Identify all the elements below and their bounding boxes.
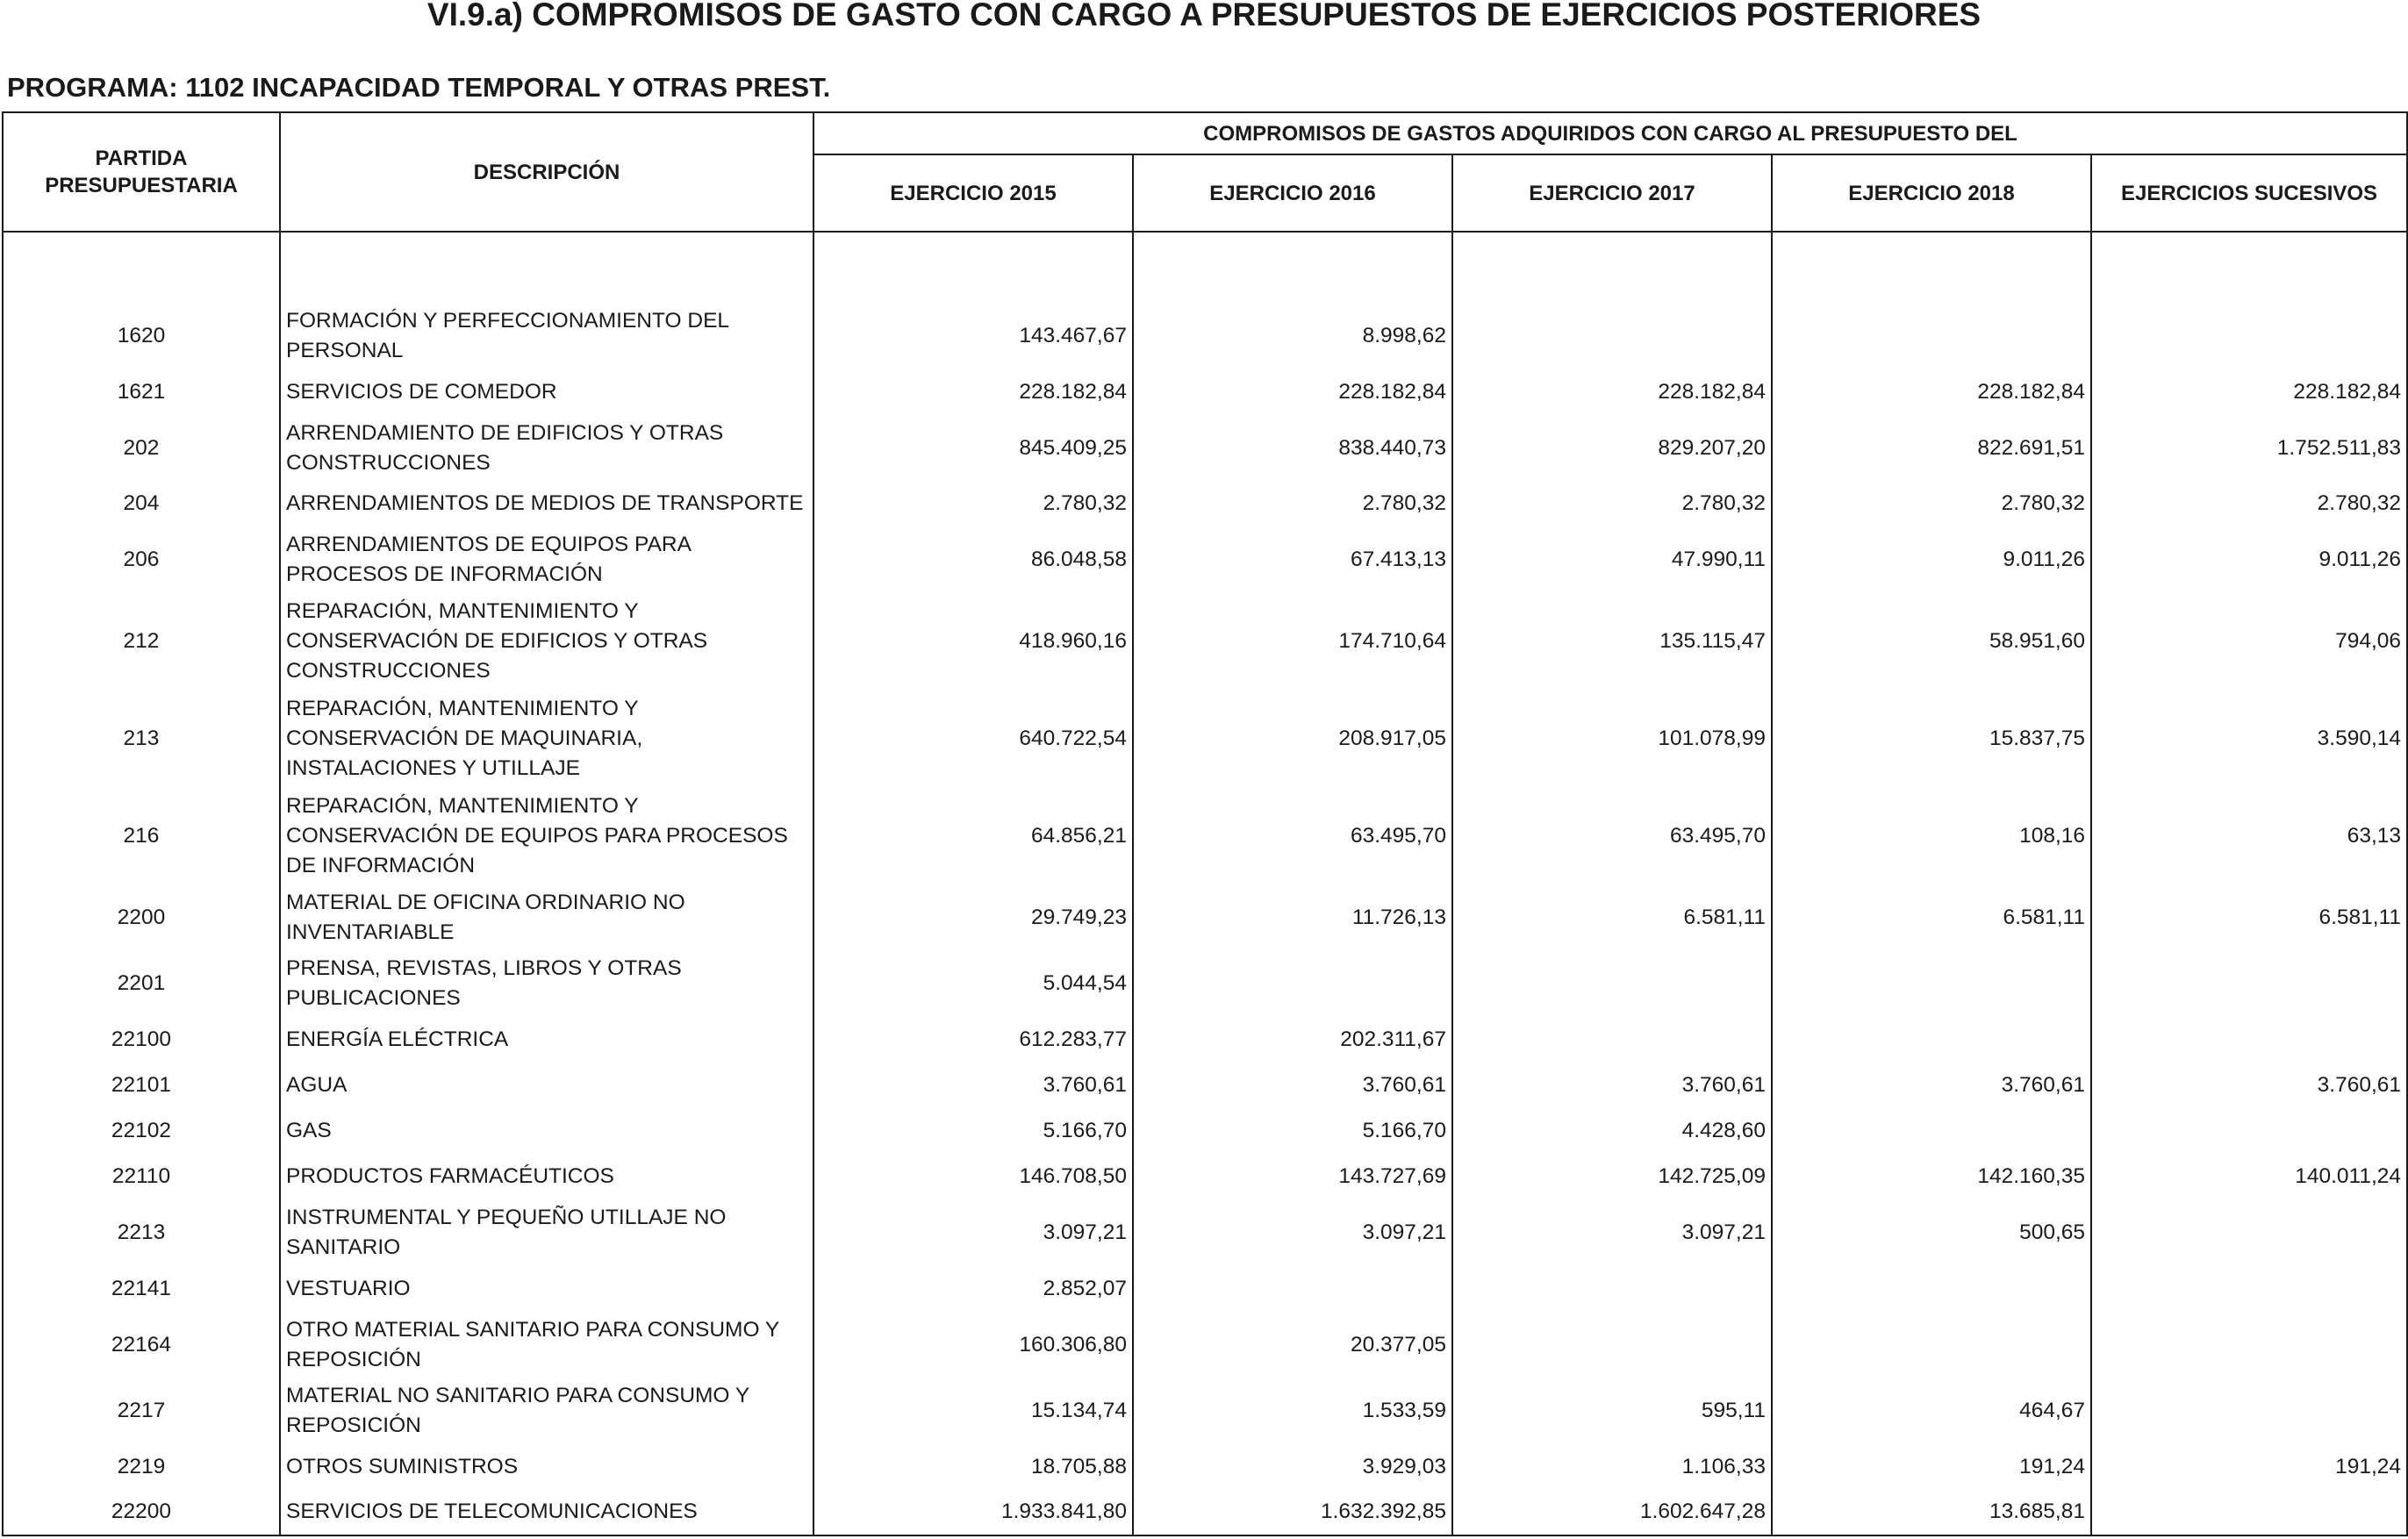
table-row <box>3 787 2407 884</box>
cell-ejercicio-2018: 13.685,81 <box>1772 1490 2091 1535</box>
table-row <box>3 884 2407 950</box>
cell-descripcion: OTRO MATERIAL SANITARIO PARA CONSUMO Y REPOSICIÓN <box>280 1312 813 1378</box>
cell-ejercicio-2017: 63.495,70 <box>1452 787 1772 884</box>
cell-ejercicios-sucesivos <box>2091 950 2407 1016</box>
cell-ejercicio-2018: 2.780,32 <box>1772 481 2091 526</box>
header-descripcion: DESCRIPCIÓN <box>280 112 813 232</box>
cell-ejercicio-2018: 108,16 <box>1772 787 2091 884</box>
cell-partida: 2217 <box>3 1378 280 1443</box>
cell-partida: 22100 <box>3 1016 280 1062</box>
cell-ejercicio-2016: 5.166,70 <box>1133 1108 1452 1154</box>
cell-ejercicios-sucesivos <box>2091 1199 2407 1265</box>
cell-partida: 212 <box>3 593 280 691</box>
cell-ejercicios-sucesivos: 191,24 <box>2091 1443 2407 1489</box>
cell-descripcion: PRENSA, REVISTAS, LIBROS Y OTRAS PUBLICACIONES <box>280 950 813 1016</box>
cell-partida: 22164 <box>3 1312 280 1378</box>
cell-ejercicio-2016: 838.440,73 <box>1133 415 1452 481</box>
cell-ejercicio-2015: 2.852,07 <box>813 1266 1133 1312</box>
cell-ejercicio-2015: 29.749,23 <box>813 884 1133 950</box>
cell-ejercicio-2016: 1.632.392,85 <box>1133 1490 1452 1535</box>
cell-ejercicio-2017: 142.725,09 <box>1452 1154 1772 1199</box>
cell-partida: 22141 <box>3 1266 280 1312</box>
table-row <box>3 1490 2407 1535</box>
cell-ejercicios-sucesivos: 63,13 <box>2091 787 2407 884</box>
cell-partida: 202 <box>3 415 280 481</box>
cell-ejercicio-2016: 20.377,05 <box>1133 1312 1452 1378</box>
cell-descripcion: MATERIAL DE OFICINA ORDINARIO NO INVENTARIABLE <box>280 884 813 950</box>
cell-ejercicio-2017: 6.581,11 <box>1452 884 1772 950</box>
cell-ejercicio-2015: 86.048,58 <box>813 526 1133 592</box>
cell-ejercicios-sucesivos <box>2091 1378 2407 1443</box>
cell-ejercicio-2017: 228.182,84 <box>1452 369 1772 415</box>
cell-descripcion: REPARACIÓN, MANTENIMIENTO Y CONSERVACIÓN DE EQUIPOS PARA PROCESOS DE INFORMACIÓN <box>280 787 813 884</box>
cell-partida: 2200 <box>3 884 280 950</box>
cell-descripcion: ARRENDAMIENTO DE EDIFICIOS Y OTRAS CONSTRUCCIONES <box>280 415 813 481</box>
cell-ejercicio-2018 <box>1772 1108 2091 1154</box>
cell-ejercicio-2018 <box>1772 304 2091 369</box>
cell-descripcion: VESTUARIO <box>280 1266 813 1312</box>
cell-ejercicio-2016: 202.311,67 <box>1133 1016 1452 1062</box>
table-row <box>3 369 2407 415</box>
cell-ejercicio-2015: 418.960,16 <box>813 593 1133 691</box>
cell-ejercicio-2015: 612.283,77 <box>813 1016 1133 1062</box>
cell-ejercicio-2017: 595,11 <box>1452 1378 1772 1443</box>
cell-ejercicio-2015: 3.760,61 <box>813 1063 1133 1108</box>
cell-ejercicio-2016: 3.097,21 <box>1133 1199 1452 1265</box>
cell-ejercicio-2016: 3.760,61 <box>1133 1063 1452 1108</box>
cell-ejercicio-2017: 4.428,60 <box>1452 1108 1772 1154</box>
table-row <box>3 1154 2407 1199</box>
cell-ejercicio-2017: 1.602.647,28 <box>1452 1490 1772 1535</box>
cell-ejercicio-2016: 11.726,13 <box>1133 884 1452 950</box>
cell-descripcion: ARRENDAMIENTOS DE EQUIPOS PARA PROCESOS DE INFORMACIÓN <box>280 526 813 592</box>
cell-partida: 2201 <box>3 950 280 1016</box>
cell-ejercicio-2016: 228.182,84 <box>1133 369 1452 415</box>
cell-descripcion: SERVICIOS DE TELECOMUNICACIONES <box>280 1490 813 1535</box>
budget-commitments-table <box>2 111 2408 1536</box>
table-row <box>3 1378 2407 1443</box>
cell-descripcion: SERVICIOS DE COMEDOR <box>280 369 813 415</box>
cell-descripcion: MATERIAL NO SANITARIO PARA CONSUMO Y REPOSICIÓN <box>280 1378 813 1443</box>
cell-ejercicio-2017: 829.207,20 <box>1452 415 1772 481</box>
cell-ejercicio-2015: 640.722,54 <box>813 690 1133 787</box>
cell-ejercicio-2017 <box>1452 1312 1772 1378</box>
cell-ejercicios-sucesivos <box>2091 1108 2407 1154</box>
cell-ejercicio-2018 <box>1772 1312 2091 1378</box>
cell-ejercicio-2017: 135.115,47 <box>1452 593 1772 691</box>
cell-ejercicios-sucesivos: 6.581,11 <box>2091 884 2407 950</box>
header-ejercicios-sucesivos: EJERCICIOS SUCESIVOS <box>2091 154 2407 232</box>
cell-partida: 2219 <box>3 1443 280 1489</box>
cell-descripcion: REPARACIÓN, MANTENIMIENTO Y CONSERVACIÓN DE EDIFICIOS Y OTRAS CONSTRUCCIONES <box>280 593 813 691</box>
cell-ejercicio-2016 <box>1133 950 1452 1016</box>
cell-partida: 204 <box>3 481 280 526</box>
cell-partida: 213 <box>3 690 280 787</box>
cell-ejercicio-2017 <box>1452 304 1772 369</box>
table-row <box>3 1016 2407 1062</box>
table-spacer-row <box>3 232 2407 304</box>
cell-partida: 1620 <box>3 304 280 369</box>
cell-ejercicio-2015: 15.134,74 <box>813 1378 1133 1443</box>
cell-ejercicio-2015: 845.409,25 <box>813 415 1133 481</box>
cell-ejercicio-2018: 15.837,75 <box>1772 690 2091 787</box>
cell-ejercicio-2017 <box>1452 1266 1772 1312</box>
cell-ejercicios-sucesivos <box>2091 1490 2407 1535</box>
cell-ejercicio-2018 <box>1772 950 2091 1016</box>
table-row <box>3 1312 2407 1378</box>
cell-ejercicio-2018: 9.011,26 <box>1772 526 2091 592</box>
cell-ejercicio-2018: 6.581,11 <box>1772 884 2091 950</box>
cell-ejercicio-2015: 228.182,84 <box>813 369 1133 415</box>
header-ejercicio-2018: EJERCICIO 2018 <box>1772 154 2091 232</box>
table-row <box>3 481 2407 526</box>
header-ejercicio-2017: EJERCICIO 2017 <box>1452 154 1772 232</box>
cell-ejercicio-2015: 146.708,50 <box>813 1154 1133 1199</box>
cell-ejercicio-2018 <box>1772 1266 2091 1312</box>
cell-ejercicio-2015: 3.097,21 <box>813 1199 1133 1265</box>
cell-descripcion: ENERGÍA ELÉCTRICA <box>280 1016 813 1062</box>
header-group-commitments: COMPROMISOS DE GASTOS ADQUIRIDOS CON CARGO AL PRESUPUESTO DEL <box>813 112 2407 154</box>
cell-ejercicio-2015: 5.166,70 <box>813 1108 1133 1154</box>
cell-ejercicios-sucesivos <box>2091 304 2407 369</box>
cell-ejercicio-2018: 142.160,35 <box>1772 1154 2091 1199</box>
cell-ejercicio-2018: 3.760,61 <box>1772 1063 2091 1108</box>
cell-ejercicio-2017: 101.078,99 <box>1452 690 1772 787</box>
cell-partida: 206 <box>3 526 280 592</box>
cell-ejercicio-2015: 18.705,88 <box>813 1443 1133 1489</box>
cell-descripcion: INSTRUMENTAL Y PEQUEÑO UTILLAJE NO SANITARIO <box>280 1199 813 1265</box>
cell-ejercicios-sucesivos: 794,06 <box>2091 593 2407 691</box>
cell-ejercicio-2018: 191,24 <box>1772 1443 2091 1489</box>
cell-ejercicios-sucesivos: 3.590,14 <box>2091 690 2407 787</box>
cell-ejercicio-2016: 1.533,59 <box>1133 1378 1452 1443</box>
header-ejercicio-2016: EJERCICIO 2016 <box>1133 154 1452 232</box>
table-row <box>3 304 2407 369</box>
cell-descripcion: ARRENDAMIENTOS DE MEDIOS DE TRANSPORTE <box>280 481 813 526</box>
cell-ejercicio-2018: 228.182,84 <box>1772 369 2091 415</box>
cell-partida: 2213 <box>3 1199 280 1265</box>
cell-ejercicio-2017: 3.097,21 <box>1452 1199 1772 1265</box>
cell-ejercicio-2015: 64.856,21 <box>813 787 1133 884</box>
cell-ejercicio-2015: 1.933.841,80 <box>813 1490 1133 1535</box>
cell-descripcion: GAS <box>280 1108 813 1154</box>
cell-partida: 22200 <box>3 1490 280 1535</box>
cell-ejercicio-2016 <box>1133 1266 1452 1312</box>
cell-partida: 22102 <box>3 1108 280 1154</box>
cell-ejercicio-2017: 2.780,32 <box>1452 481 1772 526</box>
cell-ejercicios-sucesivos <box>2091 1266 2407 1312</box>
table-row <box>3 1199 2407 1265</box>
table-row <box>3 950 2407 1016</box>
cell-ejercicio-2018: 500,65 <box>1772 1199 2091 1265</box>
table-row <box>3 1443 2407 1489</box>
cell-descripcion: REPARACIÓN, MANTENIMIENTO Y CONSERVACIÓN DE MAQUINARIA, INSTALACIONES Y UTILLAJE <box>280 690 813 787</box>
header-ejercicio-2015: EJERCICIO 2015 <box>813 154 1133 232</box>
program-title: PROGRAMA: 1102 INCAPACIDAD TEMPORAL Y OTRAS PREST. <box>7 72 831 103</box>
cell-ejercicio-2016: 2.780,32 <box>1133 481 1452 526</box>
cell-descripcion: FORMACIÓN Y PERFECCIONAMIENTO DEL PERSONAL <box>280 304 813 369</box>
cell-ejercicios-sucesivos <box>2091 1016 2407 1062</box>
cell-ejercicios-sucesivos: 2.780,32 <box>2091 481 2407 526</box>
cell-ejercicio-2017: 47.990,11 <box>1452 526 1772 592</box>
cell-ejercicio-2017: 1.106,33 <box>1452 1443 1772 1489</box>
table-row <box>3 415 2407 481</box>
cell-partida: 1621 <box>3 369 280 415</box>
cell-ejercicios-sucesivos: 9.011,26 <box>2091 526 2407 592</box>
table-row <box>3 1266 2407 1312</box>
cell-ejercicio-2016: 67.413,13 <box>1133 526 1452 592</box>
cell-ejercicios-sucesivos: 228.182,84 <box>2091 369 2407 415</box>
cell-ejercicios-sucesivos: 140.011,24 <box>2091 1154 2407 1199</box>
table-body <box>3 232 2407 1535</box>
cell-ejercicio-2017: 3.760,61 <box>1452 1063 1772 1108</box>
table-row <box>3 526 2407 592</box>
cell-ejercicios-sucesivos: 3.760,61 <box>2091 1063 2407 1108</box>
cell-ejercicio-2017 <box>1452 950 1772 1016</box>
header-partida: PARTIDA PRESUPUESTARIA <box>3 112 280 232</box>
cell-ejercicios-sucesivos <box>2091 1312 2407 1378</box>
cell-ejercicio-2017 <box>1452 1016 1772 1062</box>
cell-ejercicio-2016: 3.929,03 <box>1133 1443 1452 1489</box>
cell-ejercicio-2016: 174.710,64 <box>1133 593 1452 691</box>
cell-partida: 22101 <box>3 1063 280 1108</box>
cell-ejercicio-2016: 208.917,05 <box>1133 690 1452 787</box>
cell-ejercicio-2018: 822.691,51 <box>1772 415 2091 481</box>
cell-ejercicio-2015: 160.306,80 <box>813 1312 1133 1378</box>
cell-ejercicio-2018: 58.951,60 <box>1772 593 2091 691</box>
cell-descripcion: OTROS SUMINISTROS <box>280 1443 813 1489</box>
table-row <box>3 593 2407 691</box>
cell-ejercicio-2016: 63.495,70 <box>1133 787 1452 884</box>
table-row <box>3 1063 2407 1108</box>
table-row <box>3 690 2407 787</box>
cell-ejercicios-sucesivos: 1.752.511,83 <box>2091 415 2407 481</box>
table-header <box>3 112 2407 232</box>
cell-ejercicio-2015: 143.467,67 <box>813 304 1133 369</box>
cell-ejercicio-2016: 8.998,62 <box>1133 304 1452 369</box>
cell-descripcion: AGUA <box>280 1063 813 1108</box>
cell-partida: 22110 <box>3 1154 280 1199</box>
cell-partida: 216 <box>3 787 280 884</box>
cell-ejercicio-2015: 2.780,32 <box>813 481 1133 526</box>
cell-ejercicio-2015: 5.044,54 <box>813 950 1133 1016</box>
cell-ejercicio-2018 <box>1772 1016 2091 1062</box>
table-row <box>3 1108 2407 1154</box>
cell-ejercicio-2018: 464,67 <box>1772 1378 2091 1443</box>
cell-ejercicio-2016: 143.727,69 <box>1133 1154 1452 1199</box>
cell-descripcion: PRODUCTOS FARMACÉUTICOS <box>280 1154 813 1199</box>
document-title: VI.9.a) COMPROMISOS DE GASTO CON CARGO A PRESUPUESTOS DE EJERCICIOS POSTERIORES <box>426 0 1982 32</box>
